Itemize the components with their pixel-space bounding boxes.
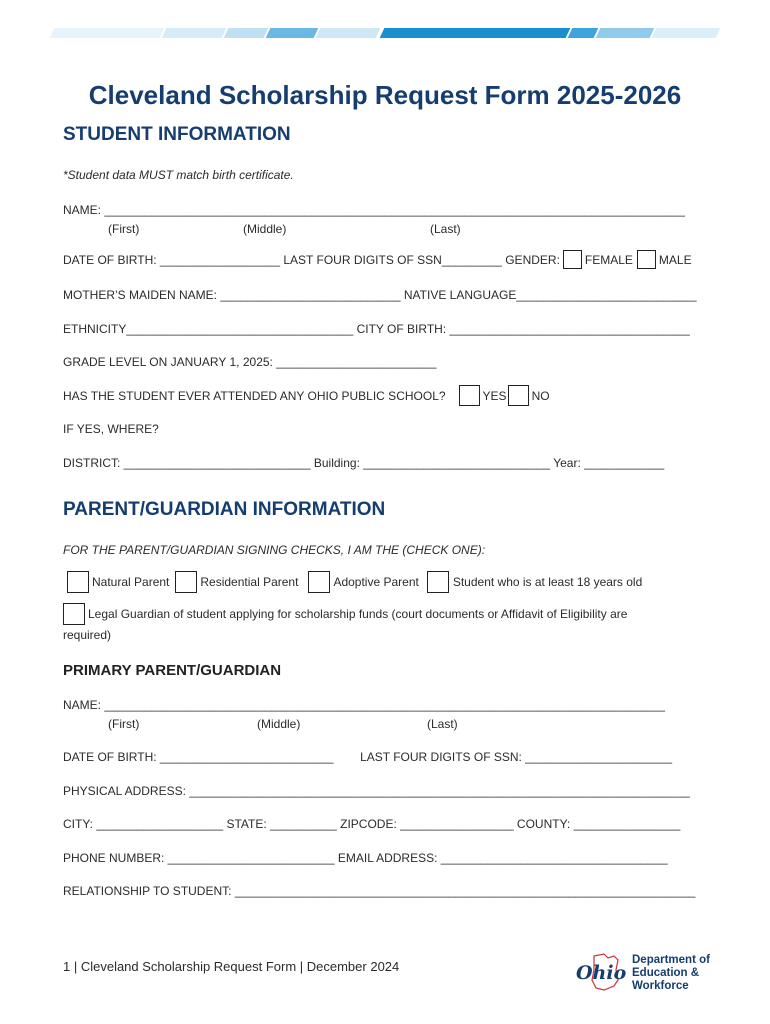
dept-line-2: Education & xyxy=(632,967,700,979)
ohio-dept-logo xyxy=(574,950,734,996)
attended-no-checkbox[interactable] xyxy=(508,385,529,406)
legal-guardian-label: Legal Guardian of student applying for scholarship funds (court documents or Affidavit of Eligibility are xyxy=(88,607,628,621)
district-building-year-field[interactable]: DISTRICT: ____________________________ Building: ____________________________ Year: ____________ xyxy=(63,456,665,470)
student-name-field[interactable]: NAME: _______________________________________________________________________________________ xyxy=(63,203,685,217)
student-data-note: *Student data MUST match birth certificate. xyxy=(63,168,294,182)
dept-line-3: Workforce xyxy=(632,980,689,992)
gender-female-checkbox[interactable] xyxy=(563,250,582,269)
attended-question: HAS THE STUDENT EVER ATTENDED ANY OHIO PUBLIC SCHOOL? xyxy=(63,388,446,403)
form-title: Cleveland Scholarship Request Form 2025-2026 xyxy=(88,80,682,110)
legal-guardian-option xyxy=(63,603,627,625)
attended-yes-label: YES xyxy=(482,388,507,403)
parent-section-heading: PARENT/GUARDIAN INFORMATION xyxy=(63,499,386,520)
student-section-heading: STUDENT INFORMATION xyxy=(63,124,291,145)
legal-guardian-label-cont: required) xyxy=(63,628,112,642)
residential-parent-checkbox[interactable] xyxy=(175,571,197,593)
primary-address-field[interactable]: PHYSICAL ADDRESS: ___________________________________________________________________________ xyxy=(63,784,690,798)
header-decor-bar xyxy=(52,28,718,38)
student-dob-ssn-field[interactable]: DATE OF BIRTH: __________________ LAST FOUR DIGITS OF SSN_________ GENDER: xyxy=(63,252,560,267)
adoptive-parent-checkbox[interactable] xyxy=(308,571,330,593)
adoptive-parent-label: Adoptive Parent xyxy=(333,575,419,589)
dept-line-1: Department of xyxy=(632,954,710,966)
student-dob-row xyxy=(63,250,692,269)
gender-male-label: MALE xyxy=(658,252,692,267)
natural-parent-label: Natural Parent xyxy=(92,575,170,589)
primary-city-state-zip-county-field[interactable]: CITY: ___________________ STATE: __________ ZIPCODE: _________________ COUNTY: ________________ xyxy=(63,817,681,831)
primary-phone-email-field[interactable]: PHONE NUMBER: _________________________ EMAIL ADDRESS: __________________________________ xyxy=(63,851,668,865)
parent-instruction: FOR THE PARENT/GUARDIAN SIGNING CHECKS, I AM THE (CHECK ONE): xyxy=(63,543,486,557)
primary-relationship-field[interactable]: RELATIONSHIP TO STUDENT: _____________________________________________________________________ xyxy=(63,884,696,898)
student-first-label: (First) xyxy=(108,222,140,236)
student-last-label: (Last) xyxy=(430,222,461,236)
ethnicity-city-field[interactable]: ETHNICITY__________________________________ CITY OF BIRTH: ____________________________________ xyxy=(63,322,690,336)
primary-dob-ssn-field[interactable]: DATE OF BIRTH: __________________________ LAST FOUR DIGITS OF SSN: ______________________ xyxy=(63,750,673,764)
grade-level-field[interactable]: GRADE LEVEL ON JANUARY 1, 2025: ________________________ xyxy=(63,355,437,369)
residential-parent-label: Residential Parent xyxy=(200,575,299,589)
primary-name-field[interactable]: NAME: ____________________________________________________________________________________ xyxy=(63,698,665,712)
gender-female-label: FEMALE xyxy=(584,252,633,267)
maiden-language-field[interactable]: MOTHER’S MAIDEN NAME: ___________________________ NATIVE LANGUAGE___________________________ xyxy=(63,288,697,302)
legal-guardian-checkbox[interactable] xyxy=(63,603,85,625)
student-middle-label: (Middle) xyxy=(243,222,287,236)
ohio-logo-word: Ohio xyxy=(576,962,627,984)
primary-middle-label: (Middle) xyxy=(257,717,301,731)
primary-last-label: (Last) xyxy=(427,717,458,731)
gender-male-checkbox[interactable] xyxy=(637,250,656,269)
ohio-state-logo-icon xyxy=(574,950,630,994)
attended-ohio-row xyxy=(63,385,550,406)
dept-name xyxy=(632,954,710,993)
primary-first-label: (First) xyxy=(108,717,140,731)
adult-student-checkbox[interactable] xyxy=(427,571,449,593)
parent-type-options xyxy=(63,571,642,593)
attended-no-label: NO xyxy=(531,388,550,403)
adult-student-label: Student who is at least 18 years old xyxy=(452,575,643,589)
natural-parent-checkbox[interactable] xyxy=(67,571,89,593)
if-yes-label: IF YES, WHERE? xyxy=(63,422,159,436)
primary-section-heading: PRIMARY PARENT/GUARDIAN xyxy=(63,662,282,679)
attended-yes-checkbox[interactable] xyxy=(459,385,480,406)
page-footer: 1 | Cleveland Scholarship Request Form | December 2024 xyxy=(63,959,400,974)
